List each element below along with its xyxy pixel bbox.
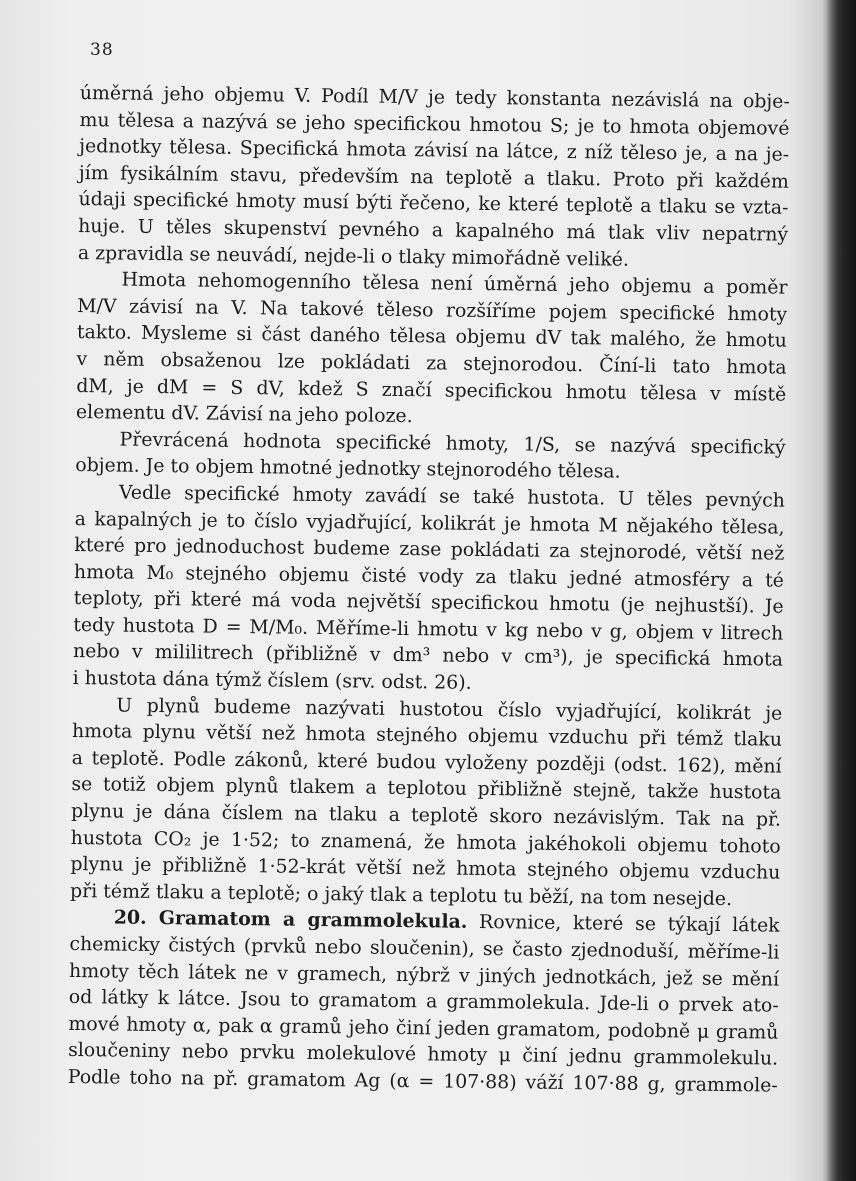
text-line: Převrácená hodnota specifické hmoty, 1/S, se nazývá specifický <box>119 428 786 459</box>
text-line: objem. Je to objem hmotné jednotky stejnorodého tělesa. <box>75 454 621 483</box>
text-line: a teplotě. Podle zákonů, které budou vyloženy později (odst. 162), mění <box>71 746 782 778</box>
text-line: údaji specifické hmoty musí býti řečeno, ke které teplotě a tlaku se vzta- <box>78 188 789 220</box>
text-line: tedy hustota D = M/M₀. Měříme-li hmotu v kg nebo v g, objem v litrech <box>73 613 784 645</box>
text-line: hmoty těch látek ne v gramech, nýbrž v jiných jednotkách, jež se mění <box>68 959 780 991</box>
text-line: které pro jednoduchost budeme zase pokládati za stejnorodé, větší než <box>74 534 785 565</box>
text-line: hmota plynu větší než hmota stejného objemu vzduchu při témž tlaku <box>71 720 783 751</box>
text-line: takto. Mysleme si část daného tělesa objemu dV tak malého, že hmotu <box>76 321 787 352</box>
text-line: dM, je dM = S dV, kdež S značí specifickou hmotu tělesa v místě <box>76 374 787 406</box>
text-line: Rovnice, které se týkají látek <box>478 911 780 938</box>
text-line: chemicky čistých (prvků nebo sloučenin), se často zjednoduší, měříme-li <box>69 932 780 964</box>
text-line: Podle toho na př. gramatom Ag (α = 107·88) váží 107·88 g, grammole- <box>67 1065 778 1097</box>
text-line: elementu dV. Závisí na jeho poloze. <box>75 401 413 428</box>
text-line: úměrná jeho objemu V. Podíl M/V je tedy konstanta nezávislá na obje- <box>79 81 790 113</box>
text-line: mové hmoty α, pak α gramů jeho činí jeden gramatom, podobně μ gramů <box>68 1012 779 1044</box>
text-line: plynu je dána číslem na tlaku a teplotě skoro nezávislým. Tak na př. <box>70 799 782 831</box>
text-line: plynu je přibližně 1·52-krát větší než hmota stejného objemu vzduchu <box>70 853 781 884</box>
text-line: v něm obsaženou lze pokládati za stejnorodou. Číní-li tato hmota <box>76 347 787 379</box>
text-line: jím fysikálním stavu, především na teplotě a tlaku. Proto při každém <box>78 161 789 193</box>
page-number: 38 <box>90 40 114 60</box>
text-line: hustota CO₂ je 1·52; to znamená, že hmota jakéhokoli objemu tohoto <box>70 826 781 858</box>
text-line: při témž tlaku a teplotě; o jaký tlak a teplotu tu běží, na tom nesejde. <box>69 879 733 910</box>
text-line: a kapalných je to číslo vyjadřující, kolikrát je hmota M nějakého tělesa, <box>74 507 785 539</box>
text-line: teploty, při které má voda největší specifickou hmotu (je nejhustší). Je <box>73 587 784 618</box>
body-text <box>68 80 790 1099</box>
text-line: hmota M₀ stejného objemu čisté vody za tlaku jedné atmosféry a té <box>73 560 785 592</box>
text-line: Vedle specifické hmoty zavádí se také hustota. U těles pevných <box>118 481 786 512</box>
text-line: Hmota nehomogenního tělesa není úměrná jeho objemu a poměr <box>121 268 788 299</box>
text-line: M/V závisí na V. Na takové těleso rozšíříme pojem specifické hmoty <box>77 294 788 326</box>
section-heading: 20. Gramatom a grammolekula. <box>113 906 468 934</box>
text-line: huje. U těles skupenství pevného a kapalného má tlak vliv nepatrný <box>78 214 789 246</box>
text-line: U plynů budeme nazývati hustotou číslo vyjadřující, kolikrát je <box>116 694 783 725</box>
text-line: mu tělesa a nazývá se jeho specifickou hmotou S; je to hmota objemové <box>79 108 790 140</box>
text-line: se totiž objem plynů tlakem a teplotou přibližně stejně, takže hustota <box>71 773 782 805</box>
text-line: sloučeniny nebo prvku molekulové hmoty μ činí jednu grammolekulu. <box>68 1039 779 1070</box>
text-line: a zpravidla se neuvádí, nejde-li o tlaky mimořádně veliké. <box>77 241 630 271</box>
book-spine-shadow <box>826 0 856 1181</box>
text-line: od látky k látce. Jsou to gramatom a grammolekula. Jde-li o prvek ato- <box>68 986 779 1017</box>
text-line: nebo v mililitrech (přibližně v dm³ nebo v cm³), je specifická hmota <box>72 640 784 672</box>
text-line: jednotky tělesa. Specifická hmota závisí na látce, z níž těleso je, a na je- <box>79 135 790 166</box>
text-line: i hustota dána týmž číslem (srv. odst. 26). <box>72 667 472 694</box>
